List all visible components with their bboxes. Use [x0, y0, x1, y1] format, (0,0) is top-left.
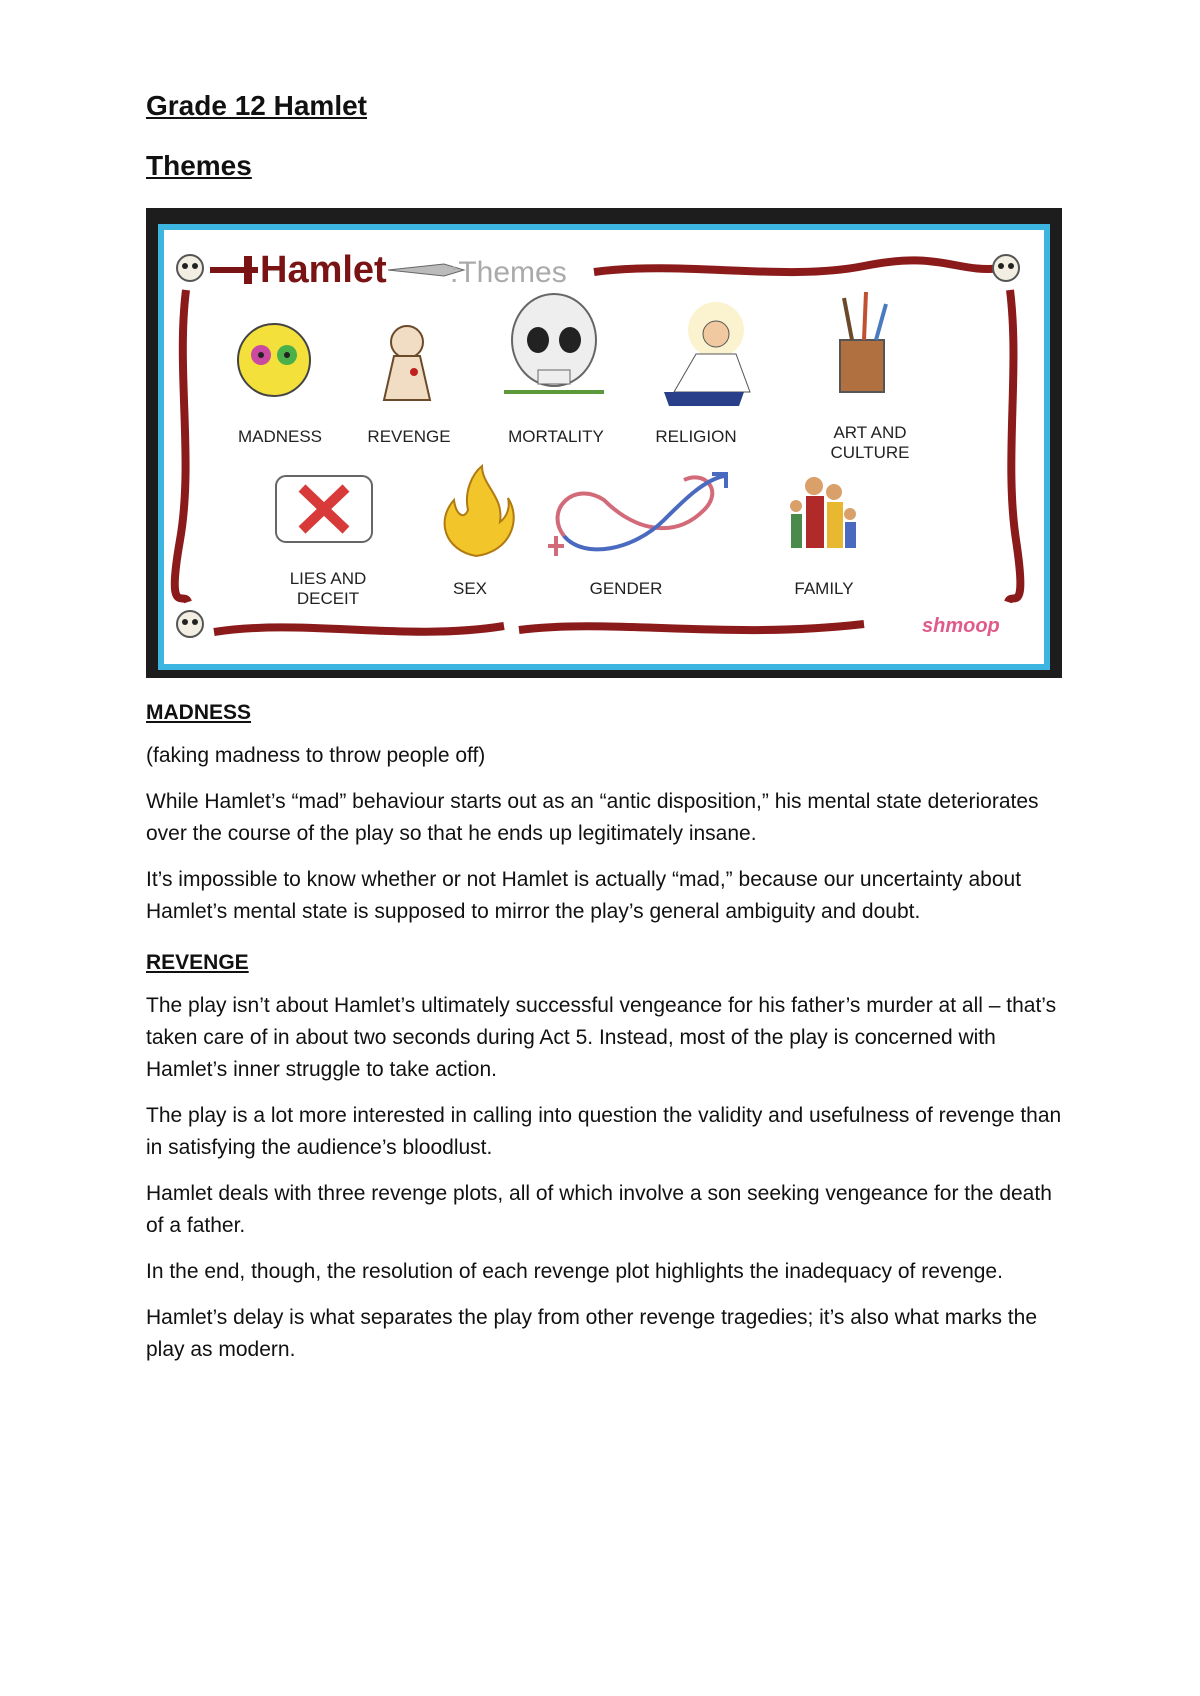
madness-paragraph-1: (faking madness to throw people off) [146, 744, 486, 767]
revenge-paragraph-5: Hamlet’s delay is what separates the play from other revenge tragedies; it’s also what marks the play as modern. [146, 1306, 1037, 1361]
skull-corner-icon [993, 255, 1019, 281]
banner-title: Hamlet [260, 249, 387, 291]
revenge-paragraph-1: The play isn’t about Hamlet’s ultimately successful vengeance for his father’s murder at all – that’s taken care of in about two seconds during Act 5. Instead, most of the play is concerned with Hamlet’s inner struggle to take action. [146, 994, 1057, 1081]
art-supplies-icon [840, 292, 886, 392]
ribbon-left-icon [175, 290, 188, 602]
theme-label-lies-line1: LIES AND [289, 569, 367, 588]
skull-corner-icon [177, 255, 203, 281]
madness-icon [238, 324, 310, 396]
theme-label-gender: GENDER [589, 579, 663, 598]
theme-label-art-line1: ART AND [833, 423, 907, 442]
gender-symbols-icon [548, 474, 726, 556]
themes-banner [158, 224, 1050, 670]
madness-paragraph-2: While Hamlet’s “mad” behaviour starts out as an “antic disposition,” his mental state deteriorates over the course of the play so that he ends up legitimately insane. [146, 790, 1039, 845]
ribbon-top-icon [594, 260, 1004, 272]
revenge-heading: REVENGE [146, 951, 249, 974]
theme-label-sex: SEX [452, 579, 488, 598]
fire-icon [445, 466, 514, 556]
revenge-paragraph-4: In the end, though, the resolution of each revenge plot highlights the inadequacy of revenge. [146, 1260, 1003, 1283]
themes-banner-image [146, 208, 1062, 678]
madness-paragraph-3: It’s impossible to know whether or not Hamlet is actually “mad,” because our uncertainty about Hamlet’s mental state is supposed to mirror the play’s general ambiguity and doubt. [146, 868, 1022, 923]
theme-label-family: FAMILY [794, 579, 854, 598]
revenge-paragraph-2: The play is a lot more interested in calling into question the validity and usefulness of revenge than in satisfying the audience’s bloodlust. [146, 1104, 1062, 1159]
brand-logo: shmoop [922, 615, 1000, 637]
lies-speech-bubble-icon [276, 476, 372, 542]
revenge-paragraph-3: Hamlet deals with three revenge plots, all of which involve a son seeking vengeance for the death of a father. [146, 1182, 1052, 1237]
document-title: Grade 12 Hamlet [146, 90, 367, 121]
praying-person-icon [664, 302, 750, 406]
theme-label-madness: MADNESS [237, 427, 323, 446]
theme-label-lies-line2: DECEIT [296, 589, 360, 608]
banner-subtitle: :Themes [450, 256, 567, 289]
document-page [146, 86, 1062, 1366]
voodoo-doll-icon [384, 326, 430, 400]
skull-corner-icon [177, 611, 203, 637]
family-icon [790, 477, 856, 548]
theme-label-art-line2: CULTURE [830, 443, 910, 462]
theme-label-religion: RELIGION [655, 427, 737, 446]
document-subtitle: Themes [146, 150, 252, 181]
skull-icon [504, 294, 604, 392]
ribbon-bottom-icon [214, 626, 504, 632]
ribbon-right-icon [1008, 290, 1020, 602]
theme-label-mortality: MORTALITY [508, 427, 604, 446]
madness-heading: MADNESS [146, 701, 252, 724]
theme-label-revenge: REVENGE [367, 427, 451, 446]
